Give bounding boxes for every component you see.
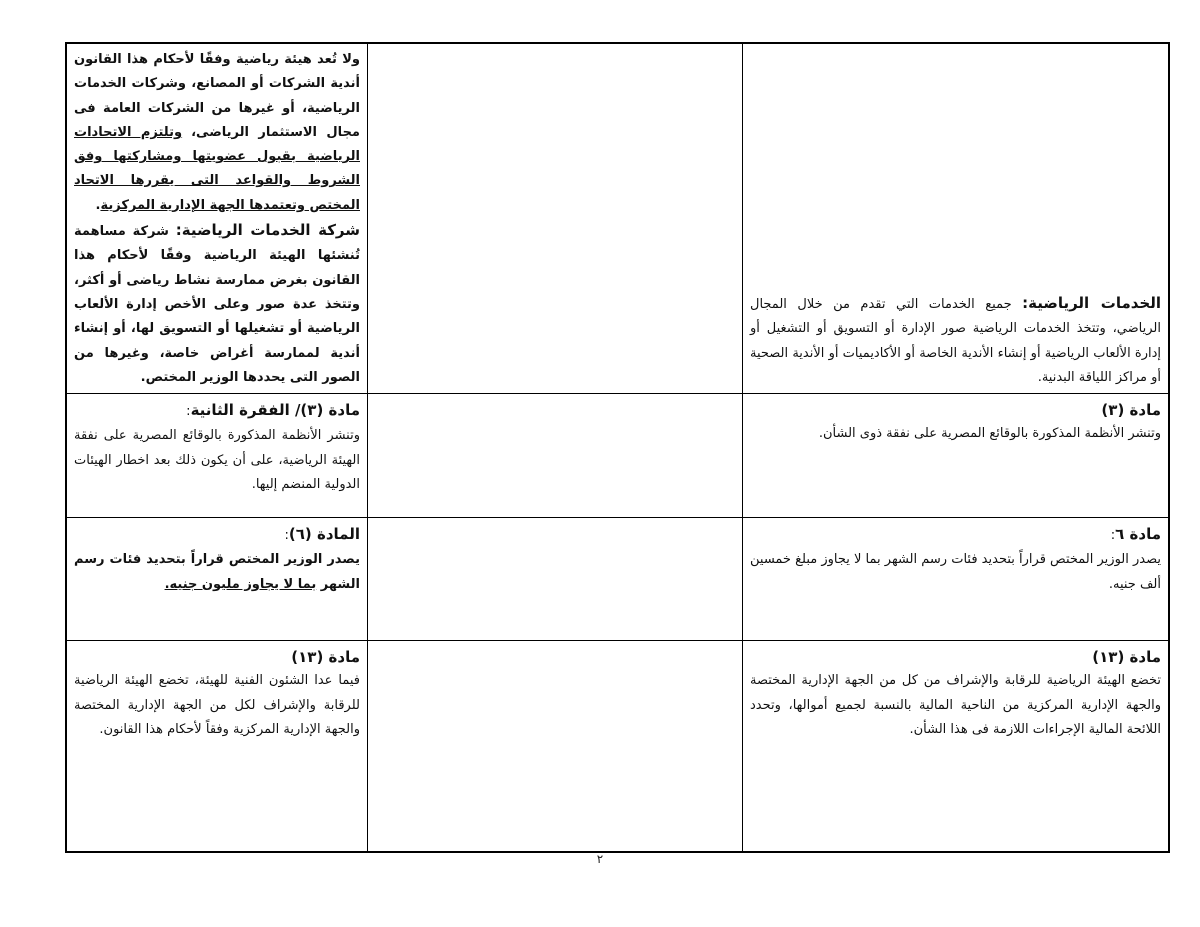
- new-text-cell: [66, 394, 368, 518]
- old-text-cell: [743, 43, 1170, 394]
- old-heading: مادة (١٣): [1092, 648, 1161, 667]
- old-heading: الخدمات الرياضية:: [1022, 293, 1162, 312]
- new-heading-suffix: :: [186, 404, 191, 420]
- new-text-cell: [66, 518, 368, 641]
- old-text: يصدر الوزير المختص قراراً بتحديد فئات رسم الشهر بما لا يجاوز مبلغ خمسين ألف جنيه.: [750, 552, 1161, 592]
- old-text-cell: [743, 518, 1170, 641]
- new-heading: مادة (٣)/ الفقرة الثانية: [190, 401, 360, 420]
- new-text-bold: يصدر الوزير المختص قراراً بتحديد فئات رسم الشهر: [74, 552, 360, 592]
- middle-cell: [368, 394, 743, 518]
- old-text-cell: [743, 394, 1170, 518]
- old-heading: مادة (٣): [1101, 401, 1161, 420]
- new-text-underlined: وتلتزم الاتحادات الرياضية بقبول عضويتها ومشاركتها وفق الشروط والقواعد التى يقررها الاتحاد المختص وتعتمدها الجهة الإدارية المركزية: [74, 124, 360, 213]
- new-heading-suffix: :: [284, 528, 289, 544]
- new-text-underlined: بما لا يجاوز مليون جنيه.: [164, 576, 317, 592]
- old-text-cell: [743, 641, 1170, 853]
- comparison-table: [65, 42, 1170, 853]
- new-text: وتنشر الأنظمة المذكورة بالوقائع المصرية على نفقة الهيئة الرياضية، على أن يكون ذلك بعد اخطار الهيئات الدولية المنضم إليها.: [74, 428, 360, 493]
- new-text-cell: [66, 43, 368, 394]
- new-text-end: .: [95, 197, 101, 213]
- page-number: ٢: [596, 852, 604, 866]
- old-heading-suffix: :: [1110, 528, 1116, 544]
- table-row: [66, 394, 1169, 518]
- middle-cell: [368, 641, 743, 853]
- new-heading: مادة (١٣): [291, 648, 360, 667]
- old-text: جميع الخدمات التي تقدم من خلال المجال الرياضي، وتتخذ الخدمات الرياضية صور الإدارة أو التسويق أو التشغيل أو إدارة الألعاب الرياضية أو إنشاء الأندية الخاصة أو الأكاديميات أو الأندية الصحية أو مراكز اللياقة البدنية.: [750, 296, 1161, 385]
- new-heading: المادة (٦): [288, 525, 360, 544]
- middle-cell: [368, 43, 743, 394]
- table-row: [66, 518, 1169, 641]
- old-heading: مادة ٦: [1115, 525, 1161, 544]
- new-text: فيما عدا الشئون الفنية للهيئة، تخضع الهيئة الرياضية للرقابة والإشراف لكل من الجهة الإدارية المختصة والجهة الإدارية المركزية وفقاً لأحكام هذا القانون.: [74, 673, 360, 738]
- new-subheading: شركة الخدمات الرياضية:: [175, 221, 360, 240]
- old-text: وتنشر الأنظمة المذكورة بالوقائع المصرية على نفقة ذوى الشأن.: [818, 426, 1161, 442]
- table-row: [66, 43, 1169, 394]
- new-subtext: شركة مساهمة تُنشئها الهيئة الرياضية وفقًا لأحكام هذا القانون بغرض ممارسة نشاط رياضى أو أكثر، وتتخذ عدة صور وعلى الأخص إدارة الألعاب الرياضية أو تشغيلها أو التسويق لها، أو إنشاء أندية لممارسة أغراض خاصة، وغيرها من الصور التى يحددها الوزير المختص.: [74, 224, 360, 385]
- new-text-bold: ولا تُعد هيئة رياضية وفقًا لأحكام هذا القانون أندية الشركات أو المصانع، وشركات الخدمات الرياضية، أو غيرها من الشركات العامة فى مجال الاستثمار الرياضى،: [74, 52, 360, 140]
- middle-cell: [368, 518, 743, 641]
- old-text: تخضع الهيئة الرياضية للرقابة والإشراف من كل من الجهة الإدارية المختصة والجهة الإدارية المركزية من الناحية المالية بالنسبة لجميع أموالها، وتحدد اللائحة المالية الإجراءات اللازمة فى هذا الشأن.: [750, 673, 1161, 738]
- table-row: [66, 641, 1169, 853]
- new-text-cell: [66, 641, 368, 853]
